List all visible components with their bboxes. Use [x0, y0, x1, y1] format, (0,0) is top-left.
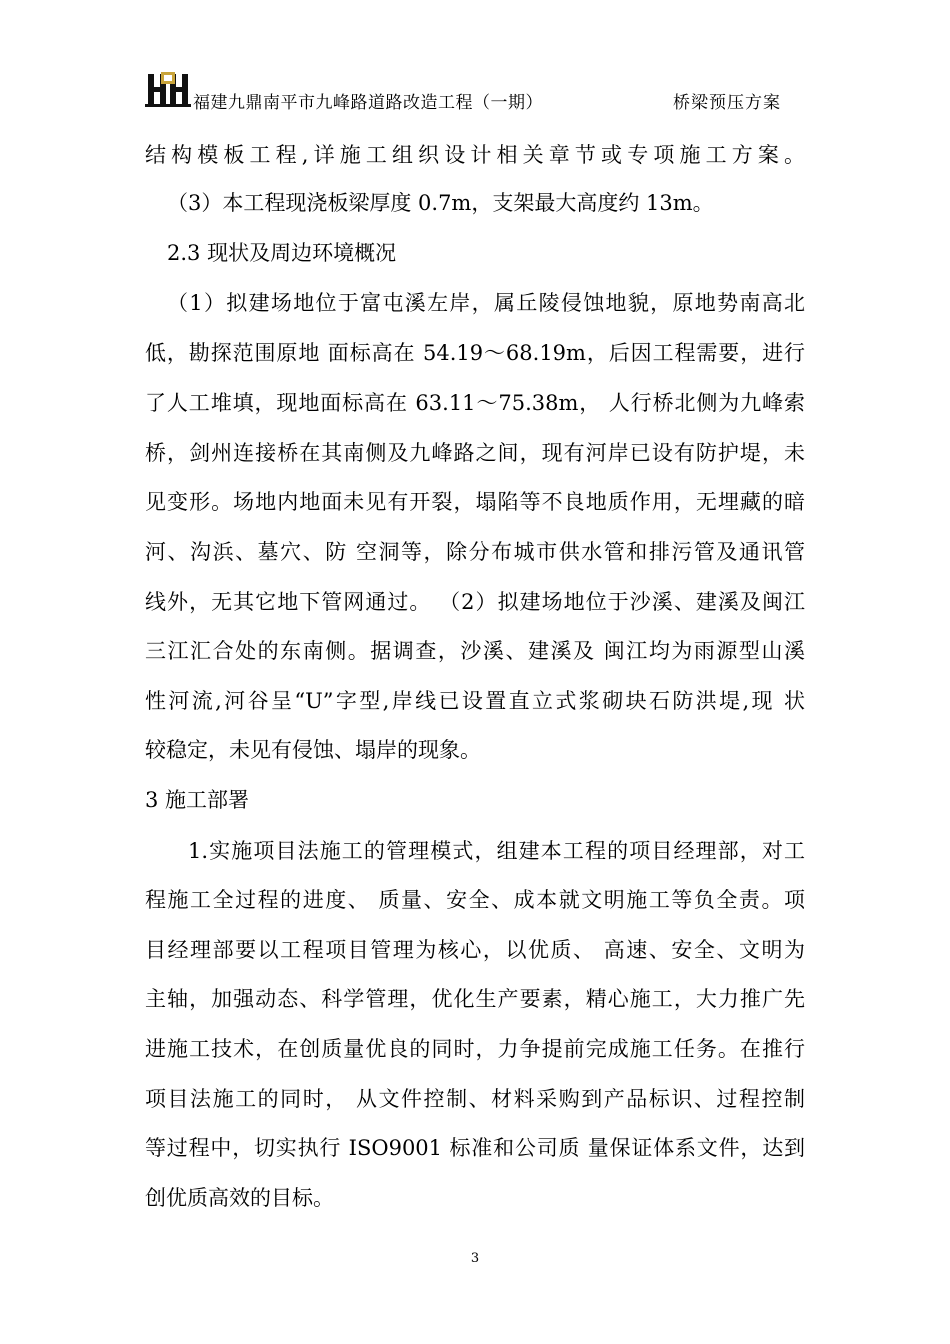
body-line: 1.实施项目法施工的管理模式，组建本工程的项目经理部，对工 [188, 839, 805, 863]
body-line: 目经理部要以工程项目管理为核心，以优质、 高速、安全、文明为 [145, 938, 805, 962]
body-line: 结构模板工程,详施工组织设计相关章节或专项施工方案。 [145, 143, 805, 167]
body-line: 线外，无其它地下管网通过。 （2）拟建场地位于沙溪、建溪及闽江 [145, 590, 805, 614]
body-line: 了人工堆填，现地面标高在 63.11～75.38m， 人行桥北侧为九峰索 [145, 391, 805, 415]
section-heading: 3 施工部署 [145, 788, 250, 812]
header-title: 福建九鼎南平市九峰路道路改造工程（一期） [193, 93, 543, 113]
body-line: 创优质高效的目标。 [145, 1186, 334, 1210]
body-line: 低，勘探范围原地 面标高在 54.19～68.19m，后因工程需要，进行 [145, 341, 805, 365]
body-line: 三江汇合处的东南侧。据调查，沙溪、建溪及 闽江均为雨源型山溪 [145, 639, 805, 663]
header-document-name: 桥梁预压方案 [673, 93, 781, 113]
body-line: 河、沟浜、墓穴、防 空洞等，除分布城市供水管和排污管及通讯管 [145, 540, 805, 564]
body-line: （1）拟建场地位于富屯溪左岸，属丘陵侵蚀地貌，原地势南高北 [167, 291, 805, 315]
body-line: 项目法施工的同时， 从文件控制、材料采购到产品标识、过程控制 [145, 1087, 805, 1111]
company-logo [145, 70, 191, 108]
page-number: 3 [470, 1251, 480, 1266]
body-line: （3）本工程现浇板梁厚度 0.7m，支架最大高度约 13m。 [167, 191, 714, 215]
body-line: 程施工全过程的进度、 质量、安全、成本就文明施工等负全责。项 [145, 888, 805, 912]
body-line: 主轴，加强动态、科学管理，优化生产要素，精心施工，大力推广先 [145, 987, 805, 1011]
body-line: 进施工技术，在创质量优良的同时，力争提前完成施工任务。在推行 [145, 1037, 805, 1061]
body-line: 性河流,河谷呈“U”字型,岸线已设置直立式浆砌块石防洪堤,现 状 [145, 689, 805, 713]
page-header [145, 70, 805, 113]
body-line: 较稳定，未见有侵蚀、塌岸的现象。 [145, 738, 481, 762]
section-heading: 2.3 现状及周边环境概况 [167, 241, 397, 265]
body-line: 桥，剑州连接桥在其南侧及九峰路之间，现有河岸已设有防护堤，未 [145, 441, 805, 465]
body-line: 等过程中，切实执行 ISO9001 标准和公司质 量保证体系文件，达到 [145, 1136, 805, 1160]
body-line: 见变形。场地内地面未见有开裂，塌陷等不良地质作用，无埋藏的暗 [145, 490, 805, 514]
